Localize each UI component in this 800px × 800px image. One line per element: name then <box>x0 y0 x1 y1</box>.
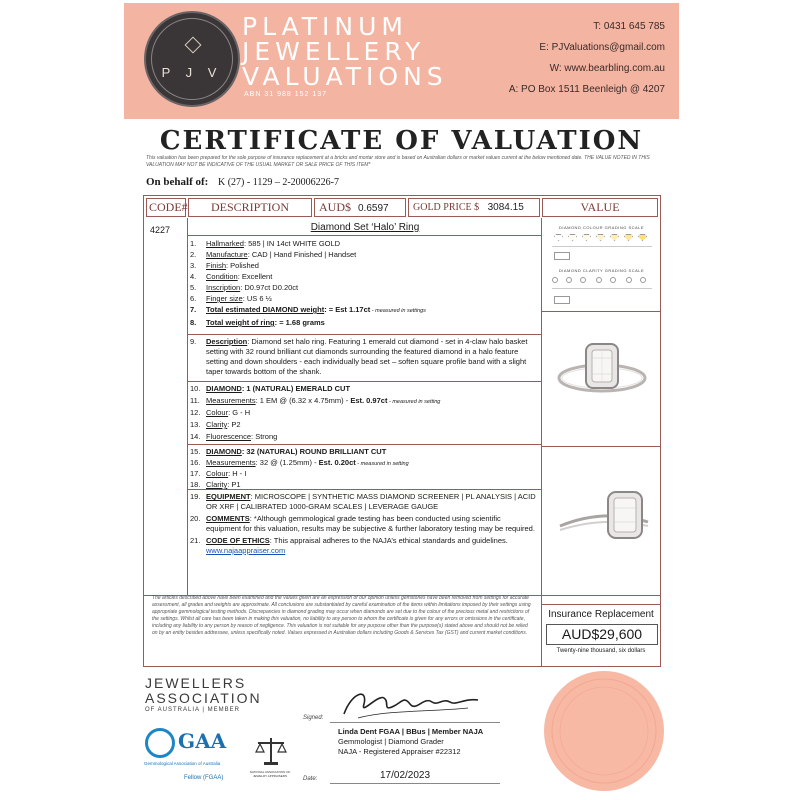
list-item <box>190 294 272 303</box>
item-text: : D0.97ct D0.20ct <box>240 283 299 292</box>
grid-line <box>187 235 541 236</box>
list-item <box>190 420 241 429</box>
list-item <box>190 408 250 417</box>
item-note: - measured in setting <box>387 399 441 405</box>
email: E: PJValuations@gmail.com <box>539 42 665 53</box>
item-number: 4. <box>190 272 197 281</box>
equipment-text: : MICROSCOPE | SYNTHETIC MASS DIAMOND SCREENER | PL ANALYSIS | ACID OR XRF | CALIBRATED 1000-GRAM SCALES | LEVERAGE GAUGE <box>206 492 536 511</box>
item-note: - measured in setting <box>355 461 409 467</box>
item-label: Finish <box>206 261 227 270</box>
date-line <box>330 783 500 784</box>
clarity-icon <box>626 277 632 283</box>
item-number: 17. <box>190 469 201 478</box>
gem-icon <box>638 234 647 241</box>
ring-photo-top <box>556 336 648 402</box>
item-note: - measured in settings <box>370 308 426 314</box>
item-weight: Est. 0.97ct <box>350 396 388 405</box>
item-code: 4227 <box>150 225 171 235</box>
item-text: : H - I <box>228 469 247 478</box>
comments-number: 20. <box>190 514 201 523</box>
list-item <box>190 305 426 316</box>
item-text: : US 6 ½ <box>242 294 272 303</box>
gem-icon <box>596 234 605 241</box>
header-aud <box>314 198 406 217</box>
scale-badge <box>554 252 570 260</box>
item-number: 12. <box>190 408 201 417</box>
address: A: PO Box 1511 Beenleigh @ 4207 <box>508 84 665 95</box>
item-title: Diamond Set ‘Halo’ Ring <box>310 222 420 233</box>
item-label: Total estimated DIAMOND weight <box>206 305 325 314</box>
item-weight: Est. 0.20ct <box>318 458 356 467</box>
gem-icon <box>554 234 563 241</box>
scales-of-justice-icon <box>254 736 288 766</box>
gold-value: 3084.15 <box>487 202 524 213</box>
jewellers-association-logo <box>145 676 262 706</box>
list-item <box>190 250 356 259</box>
item-number: 8. <box>190 318 197 327</box>
list-item <box>190 239 340 248</box>
contact-block <box>509 21 665 105</box>
item-text: : P2 <box>227 420 241 429</box>
list-item <box>190 396 440 407</box>
clarity-scale-title: DIAMOND CLARITY GRADING SCALE <box>558 268 645 273</box>
aud-label: AUD$ <box>319 200 351 214</box>
item-label: Finger size <box>206 294 243 303</box>
item-label: Colour <box>206 469 229 478</box>
brand-line-3: VALUATIONS <box>242 62 448 91</box>
grid-line <box>187 489 541 490</box>
abn: ABN 31 988 152 137 <box>244 91 327 98</box>
ethics-label: CODE OF ETHICS <box>206 536 270 545</box>
letterhead <box>124 3 679 119</box>
gaa-full-name: Gemmological Association of Australia <box>144 761 221 766</box>
behalf-label: On behalf of: <box>146 176 209 188</box>
insurance-value: AUD$29,600 <box>546 624 658 645</box>
gaa-logo-text: GAA <box>178 729 227 753</box>
item-number: 6. <box>190 294 197 303</box>
gaa-fellow: Fellow (FGAA) <box>184 775 224 781</box>
comments-label: COMMENTS <box>206 514 250 523</box>
item-text: : P1 <box>227 480 241 489</box>
clarity-icon <box>566 277 572 283</box>
item-number: 5. <box>190 283 197 292</box>
item-label: Manufacture <box>206 250 248 259</box>
item-text: : = Est 1.17ct <box>324 305 371 314</box>
gem-icon <box>568 234 577 241</box>
grid-line <box>541 218 542 667</box>
item-number: 2. <box>190 250 197 259</box>
pjv-logo <box>144 11 240 107</box>
item-label: Measurements <box>206 458 256 467</box>
colour-scale-title: DIAMOND COLOUR GRADING SCALE <box>558 225 645 230</box>
desc-label: Description <box>206 337 248 346</box>
grid-line <box>541 311 660 312</box>
item-text: : 1 (NATURAL) EMERALD CUT <box>241 384 351 393</box>
certificate-date: 17/02/2023 <box>380 770 431 781</box>
ring-photo-side <box>556 486 652 544</box>
item-number: 1. <box>190 239 197 248</box>
list-item <box>190 384 350 393</box>
grid-line <box>187 381 541 382</box>
equipment-label: EQUIPMENT <box>206 492 251 501</box>
assoc-line-1: JEWELLERS <box>145 675 247 691</box>
gem-icon <box>610 234 619 241</box>
phone: T: 0431 645 785 <box>593 21 665 32</box>
brand-line-1: PLATINUM <box>242 12 408 41</box>
appraiser-block <box>338 727 483 757</box>
list-item <box>190 283 298 292</box>
item-text: : 32 (NATURAL) ROUND BRILLIANT CUT <box>241 447 387 456</box>
item-number: 7. <box>190 305 197 314</box>
item-label: Inscription <box>206 283 241 292</box>
desc-number: 9. <box>190 337 197 346</box>
brand-name <box>242 14 448 89</box>
appraiser-name: Linda Dent FGAA | BBus | Member NAJA <box>338 727 484 736</box>
insurance-label: Insurance Replacement <box>548 609 654 620</box>
item-text: : G - H <box>228 408 251 417</box>
item-text: : Polished <box>226 261 259 270</box>
item-label: Condition <box>206 272 238 281</box>
grid-line <box>187 218 188 595</box>
item-text: : 32 @ (1.25mm) - <box>255 458 319 467</box>
scale-badge <box>554 296 570 304</box>
website: W: www.bearbling.com.au <box>549 63 665 74</box>
equipment-number: 19. <box>190 492 201 501</box>
assoc-line-2: ASSOCIATION <box>145 690 262 706</box>
header-code: CODE# <box>146 198 186 217</box>
list-item <box>190 447 386 456</box>
behalf-value: K (27) - 1129 – 2-20006226-7 <box>218 177 340 188</box>
item-label: Fluorescence <box>206 432 252 441</box>
item-label: Colour <box>206 408 229 417</box>
grading-scales <box>544 220 659 308</box>
signature-line <box>330 722 500 723</box>
item-label: Total weight of ring <box>206 318 275 327</box>
clarity-icon <box>610 277 616 283</box>
item-number: 16. <box>190 458 201 467</box>
ethics-number: 21. <box>190 536 201 545</box>
item-number: 18. <box>190 480 201 489</box>
ethics-paragraph <box>206 536 536 556</box>
item-label: Clarity <box>206 420 228 429</box>
list-item <box>190 480 241 489</box>
gold-label: GOLD PRICE $ <box>413 202 480 213</box>
logo-monogram: P J V <box>161 65 223 80</box>
item-text: : CAD | Hand Finished | Handset <box>247 250 357 259</box>
item-number: 14. <box>190 432 201 441</box>
brand-line-2: JEWELLERY <box>242 37 426 66</box>
item-label: Measurements <box>206 396 256 405</box>
clarity-icon <box>640 277 646 283</box>
signature <box>338 684 488 722</box>
item-text: : 585 | IN 14ct WHITE GOLD <box>243 239 341 248</box>
scale-rule <box>552 246 652 247</box>
list-item <box>190 458 409 469</box>
item-number: 3. <box>190 261 197 270</box>
naja-name: NATIONAL ASSOCIATION OF JEWELRY APPRAISERS <box>249 770 291 778</box>
grid-line <box>541 604 660 605</box>
header-value: VALUE <box>542 198 658 217</box>
scale-rule <box>552 288 652 292</box>
item-label: DIAMOND <box>206 384 242 393</box>
comments-paragraph <box>206 514 536 534</box>
clarity-icon <box>596 277 602 283</box>
list-item <box>190 272 272 281</box>
disclaimer: This valuation has been prepared for the sole purpose of insurance replacement at a bricks and mortar store and is based on Australian dollars or market values current at the below mentioned date. THE VALUE NOTED IN THIS VALUATION MAY NOT BE INDICATIVE OF THE USUAL MARKET OR SALE PRICE OF THIS ITEM* <box>146 155 650 168</box>
item-number: 10. <box>190 384 201 393</box>
gaa-logo-icon <box>145 728 175 758</box>
item-text: : Strong <box>251 432 278 441</box>
item-number: 15. <box>190 447 201 456</box>
description-paragraph <box>206 337 536 377</box>
appraiser-title: Gemmologist | Diamond Grader <box>338 737 444 746</box>
item-text: : = 1.68 grams <box>274 318 325 327</box>
item-text: : Excellent <box>237 272 273 281</box>
header-description: DESCRIPTION <box>188 198 312 217</box>
gem-icon <box>582 234 591 241</box>
grid-line <box>187 444 541 445</box>
item-number: 11. <box>190 396 200 405</box>
grid-line <box>541 446 660 447</box>
list-item <box>190 318 325 327</box>
grid-line <box>187 334 541 335</box>
embossed-seal <box>543 670 665 792</box>
insurance-value-words: Twenty-nine thousand, six dollars <box>556 648 646 654</box>
desc-text: : Diamond set halo ring. Featuring 1 emerald cut diamond - set in 4-claw halo basket setting with 32 round brilliant cut diamonds surrounding the featured diamond in a halo feature setting and down shoulders - each individually bead set – soften square profile band with a slight taper towards bottom of the shank. <box>206 337 528 376</box>
ethics-text: : This appraisal adheres to the NAJA’s ethical standards and guidelines. <box>269 536 508 545</box>
certificate-title: CERTIFICATE OF VALUATION <box>159 126 644 156</box>
gem-icon <box>624 234 633 241</box>
aud-value: 0.6597 <box>358 203 389 214</box>
item-label: Clarity <box>206 480 228 489</box>
appraiser-registration: NAJA - Registered Appraiser #22312 <box>338 747 461 756</box>
item-label: DIAMOND <box>206 447 242 456</box>
date-label: Date: <box>303 776 318 782</box>
clarity-icon <box>552 277 558 283</box>
item-text: : 1 EM @ (6.32 x 4.75mm) - <box>255 396 351 405</box>
item-label: Hallmarked <box>206 239 244 248</box>
equipment-paragraph <box>206 492 536 512</box>
naja-link[interactable]: www.najaappraiser.com <box>206 546 286 555</box>
header-gold <box>408 198 540 217</box>
list-item <box>190 261 259 270</box>
list-item <box>190 432 277 441</box>
comments-text: : *Although gemmological grade testing has been conducted using scientific equipment for this valuation, results may be subjective & further laboratory testing may be required. <box>206 514 535 533</box>
clarity-icon <box>580 277 586 283</box>
item-number: 13. <box>190 420 201 429</box>
logo-ring <box>151 18 233 100</box>
signed-label: Signed: <box>303 715 324 721</box>
terms-small-print: The articles described above have been examined and the values given are an expression of our opinion unless gemstones have been removed from settings for accurate assessment, all grades and weights are approximate. All conclusions are substantiated by careful examination of the items within limitations imposed by their settings using appropriate gemmological testing methods. Discrepancies in diamond grading may occur when diamonds are set due to the colour of the precious metal and restrictions of the settings. Whilst all care has been taken in making this valuation, no liability to any person to whom the certificate is given for any errors or omissions in the certificate, including any liability to any person by reason of negligence. This valuation is not suitable for any purpose other than the purpose(s) stated above and should not be relied on by an entity besides addressee, unless specifically noted. Values expressed in Australian dollars including Goods & Services Tax (GST) and current market conditions. <box>152 595 531 636</box>
list-item <box>190 469 246 478</box>
assoc-member-text: OF AUSTRALIA | MEMBER <box>145 707 240 713</box>
